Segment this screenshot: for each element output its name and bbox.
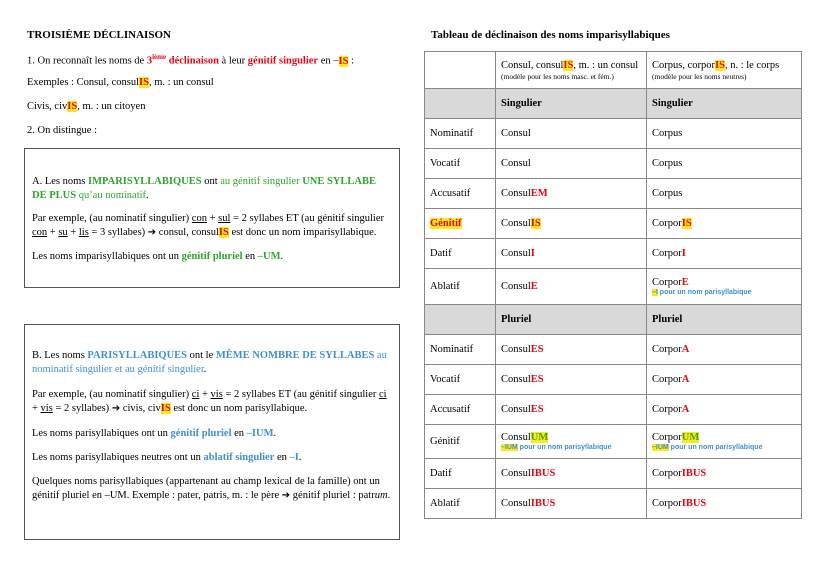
table-row: Vocatif ConsulES CorporA [425,365,802,395]
empty-cell [425,52,496,89]
table-title: Tableau de déclinaison des noms imparisyllabiques [431,29,670,41]
table-row: Génitif ConsulUM –IUM pour un nom parisyllabique CorporUM –IUM pour un nom parisyllabique [425,425,802,459]
arrow-icon: ➔ [111,402,121,414]
example-civis: Civis, civIS, m. : un citoyen [27,101,146,112]
plural-header-row [425,305,802,335]
singular-label: Singulier [496,89,647,119]
box-b-genitive-plural: Les noms parisyllabiques ont un génitif pluriel en –IUM. [32,428,277,439]
box-b-family-exception: Quelques noms parisyllabiques (appartenant au champ lexical de la famille) ont un génitif pluriel en –UM. Exemple : pater, patris, m. : le père ➔ génitif pluriel : patrum. [32,476,391,501]
table-row: Datif ConsulIBUS CorporIBUS [425,459,802,489]
box-b-neuter-ablative: Les noms parisyllabiques neutres ont un ablatif singulier en –I. [32,452,302,463]
header-corpus: Corpus, corporIS, n. : le corps (modèle pour les noms neutres) [647,52,802,89]
table-header-row [425,52,802,89]
box-b-example: Par exemple, (au nominatif singulier) ci + vis = 2 syllabes ET (au génitif singulier ci + vis = 2 syllabes) ➔ civis, civIS est donc un nom parisyllabique. [32,389,387,414]
parisyllabic-box [24,324,400,540]
table-row: Ablatif ConsulE CorporE –I pour un nom parisyllabique [425,269,802,305]
declension-table [424,51,802,519]
table-row: Génitif ConsulIS CorporIS [425,209,802,239]
singular-label: Singulier [647,89,802,119]
table-row: Nominatif ConsulES CorporA [425,335,802,365]
plural-label: Pluriel [647,305,802,335]
arrow-icon: ➔ [281,489,291,501]
section-title: TROISIÈME DÉCLINAISON [27,29,171,41]
header-consul: Consul, consulIS, m. : un consul (modèle pour les noms masc. et fém.) [496,52,647,89]
table-row: Accusatif ConsulEM Corpus [425,179,802,209]
table-row: Nominatif Consul Corpus [425,119,802,149]
plural-label: Pluriel [496,305,647,335]
rule-line-1: 1. On reconnaît les noms de 3ième déclinaison à leur génitif singulier en –IS : [27,53,354,67]
table-row: Accusatif ConsulES CorporA [425,395,802,425]
genitive-case-label: Génitif [430,217,462,229]
box-a-genitive-plural: Les noms imparisyllabiques ont un génitif pluriel en –UM. [32,251,284,262]
arrow-icon: ➔ [147,226,157,238]
example-consul: Exemples : Consul, consulIS, m. : un consul [27,77,214,88]
singular-header-row [425,89,802,119]
box-a-definition: A. Les noms IMPARISYLLABIQUES ont au génitif singulier UNE SYLLABE DE PLUS qu’au nominatif. [32,176,377,201]
box-a-example: Par exemple, (au nominatif singulier) con + sul = 2 syllabes ET (au génitif singulier con + su + lis = 3 syllabes) ➔ consul, consulIS est donc un nom imparisyllabique. [32,213,384,238]
imparisyllabic-box [24,148,400,288]
table-row: Ablatif ConsulIBUS CorporIBUS [425,489,802,519]
ablative-note: –I pour un nom parisyllabique [652,288,752,296]
box-b-definition: B. Les noms PARISYLLABIQUES ont le MÊME NOMBRE DE SYLLABES au nominatif singulier et au génitif singulier. [32,350,387,375]
table-row: Datif ConsulI CorporI [425,239,802,269]
table-row: Vocatif Consul Corpus [425,149,802,179]
rule-line-2: 2. On distingue : [27,125,97,136]
